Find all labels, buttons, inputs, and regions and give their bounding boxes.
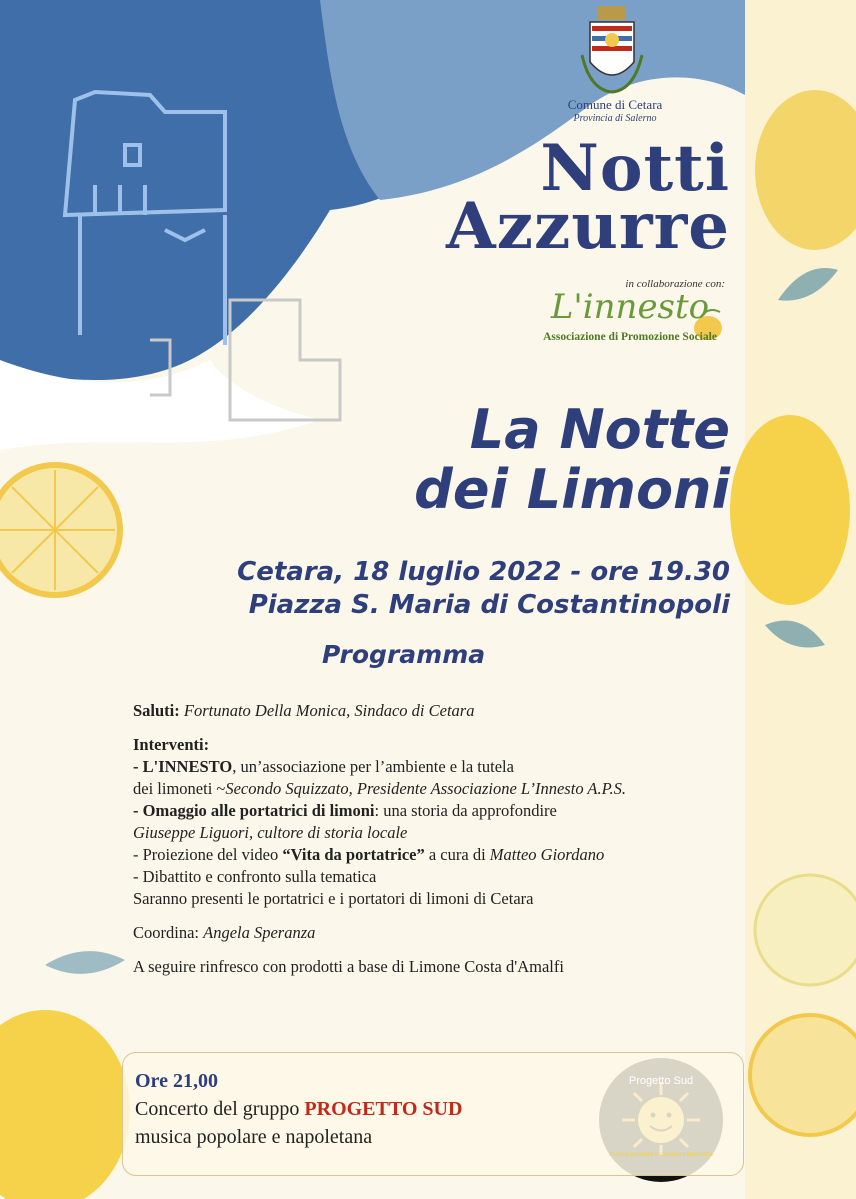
intervento-1-title: - L'INNESTO bbox=[133, 757, 233, 776]
intervento-3-pre: - Proiezione del video bbox=[133, 845, 283, 864]
saluti-text: Fortunato Della Monica, Sindaco di Cetara bbox=[183, 701, 475, 720]
intervento-3-mid: a cura di bbox=[424, 845, 490, 864]
saluti-label: Saluti: bbox=[133, 701, 180, 720]
comune-name: Comune di Cetara bbox=[567, 97, 663, 112]
event-title-line2: dei Limoni bbox=[414, 458, 730, 521]
series-title-line1: Notti bbox=[540, 131, 730, 206]
intervento-3-title: “Vita da portatrice” bbox=[282, 845, 425, 864]
concert-genre: musica popolare e napoletana bbox=[135, 1126, 373, 1148]
program-title: Programma bbox=[322, 640, 486, 669]
program-content bbox=[133, 700, 743, 978]
intervento-1-line2-text: dei limoneti ~ bbox=[133, 779, 226, 798]
partner-logo-text: L'innesto bbox=[550, 287, 710, 327]
concert-line-pre: Concerto del gruppo bbox=[135, 1098, 305, 1120]
band-logo-title: Progetto Sud bbox=[628, 1075, 694, 1087]
coordina-line bbox=[133, 922, 743, 944]
partner-logo bbox=[535, 283, 725, 343]
intervento-2-speaker: Giuseppe Liguori, cultore di storia locale bbox=[133, 823, 408, 842]
collab-label: in collaborazione con: bbox=[625, 278, 725, 290]
intervento-1-line2 bbox=[133, 778, 743, 800]
intervento-3-speaker: Matteo Giordano bbox=[489, 845, 605, 864]
event-title-line1: La Notte bbox=[469, 398, 730, 461]
event-date: Cetara, 18 luglio 2022 - ore 19.30 bbox=[237, 557, 730, 587]
coordina-name: Angela Speranza bbox=[203, 923, 316, 942]
event-place: Piazza S. Maria di Costantinopoli bbox=[248, 590, 730, 620]
intervento-3 bbox=[133, 844, 743, 866]
lemon-slice-icon bbox=[750, 1015, 856, 1135]
intervento-1-speaker: Secondo Squizzato, Presidente Associazione L’Innesto A.P.S. bbox=[225, 779, 627, 798]
concert-line bbox=[135, 1098, 462, 1121]
interventi-label: Interventi: bbox=[133, 735, 210, 754]
band-logo-subtitle: musica popolare e classica napoletana bbox=[609, 1152, 713, 1158]
coordina-label: Coordina: bbox=[133, 923, 204, 942]
band-name: PROGETTO SUD bbox=[304, 1098, 463, 1120]
intervento-2-text: : una storia da approfondire bbox=[374, 801, 557, 820]
intervento-2-title: - Omaggio alle portatrici di limoni bbox=[133, 801, 375, 820]
event-title bbox=[330, 400, 730, 520]
rinfresco-line: A seguire rinfresco con prodotti a base di Limone Costa d'Amalfi bbox=[133, 957, 564, 976]
intervento-1 bbox=[133, 756, 743, 778]
intervento-2 bbox=[133, 800, 743, 822]
partner-subtitle: Associazione di Promozione Sociale bbox=[543, 331, 717, 343]
series-title bbox=[400, 131, 730, 264]
comune-label bbox=[540, 98, 690, 126]
intervento-4: - Dibattito e confronto sulla tematica bbox=[133, 867, 377, 886]
intervento-5: Saranno presenti le portatrici e i portatori di limoni di Cetara bbox=[133, 889, 534, 908]
intervento-1-text: , un’associazione per l’ambiente e la tutela bbox=[232, 757, 514, 776]
series-title-line2: Azzurre bbox=[445, 189, 730, 264]
lemon-slice-icon bbox=[755, 875, 856, 985]
concert-time: Ore 21,00 bbox=[135, 1070, 218, 1092]
provincia-name: Provincia di Salerno bbox=[573, 113, 657, 124]
saluti-line bbox=[133, 700, 743, 722]
lemon-icon bbox=[730, 415, 850, 605]
